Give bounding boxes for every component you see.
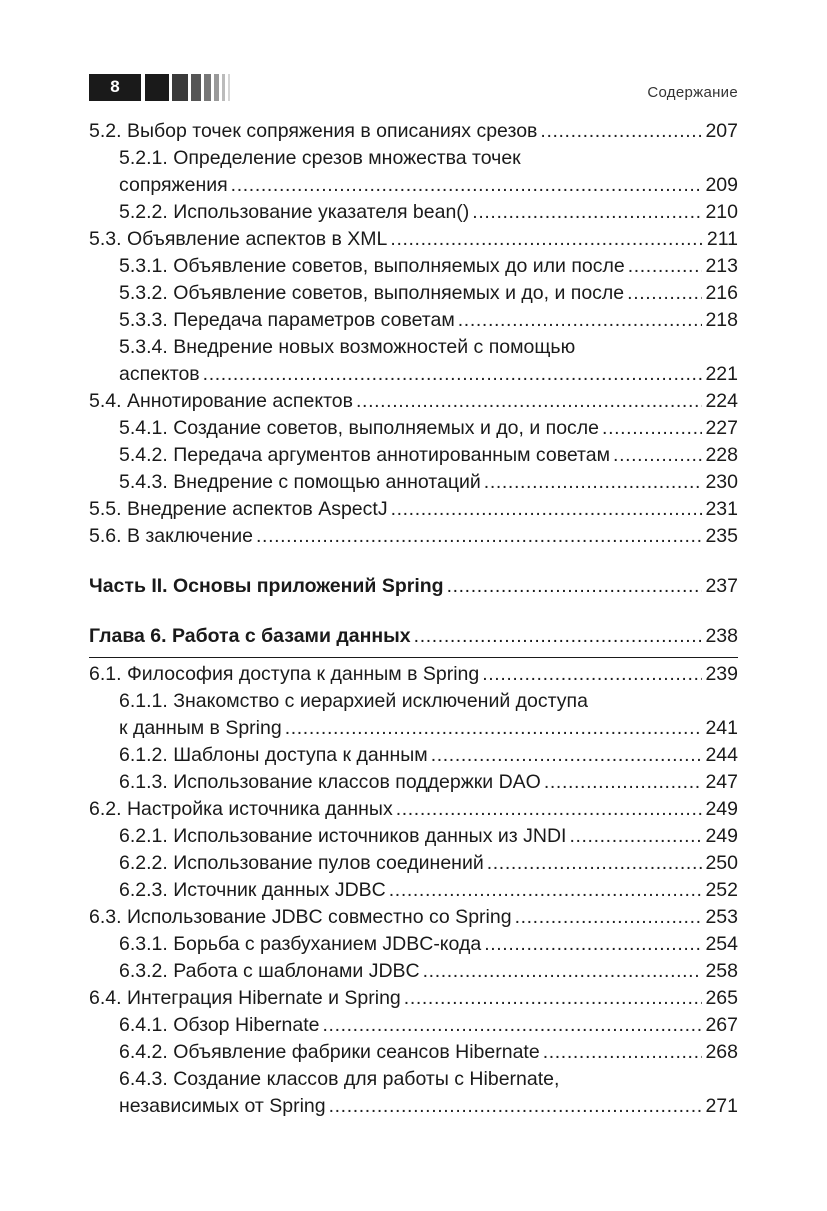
dot-leader [602,415,702,442]
chapter-page: 238 [705,625,738,647]
toc-entry [89,388,738,415]
toc-entry-continuation: к данным в Spring [119,717,282,739]
dot-leader [515,904,703,931]
toc-entry [89,118,738,145]
toc-entry-title: 6.4. Интеграция Hibernate и Spring [89,987,401,1009]
toc-entry-page: 241 [705,717,738,739]
toc-entry [89,523,738,550]
part-page: 237 [705,575,738,597]
table-of-contents [89,118,738,1120]
toc-entry [89,877,738,904]
toc-entry [89,361,738,388]
dot-leader [203,361,703,388]
toc-entry [89,661,738,688]
dot-leader [613,442,702,469]
dot-leader [628,253,703,280]
toc-entry-title: 5.4.3. Внедрение с помощью аннотаций [119,471,481,493]
toc-entry-page: 227 [705,417,738,439]
toc-entry-page: 244 [705,744,738,766]
toc-entry-title: 5.4.1. Создание советов, выполняемых и до, и после [119,417,600,439]
toc-entry-title: 6.4.1. Обзор Hibernate [119,1014,320,1036]
toc-entry [89,442,738,469]
toc-entry-title: 5.2.1. Определение срезов множества точек [119,147,521,169]
toc-entry [89,1039,738,1066]
toc-entry [89,742,738,769]
toc-entry [89,496,738,523]
dot-leader [414,623,703,650]
dot-leader [458,307,703,334]
toc-entry [89,280,738,307]
toc-entry-title: 6.3.1. Борьба с разбуханием JDBC-кода [119,933,482,955]
toc-entry-title: 5.3.1. Объявление советов, выполняемых до или после [119,255,625,277]
toc-entry-page: 211 [706,228,738,250]
dot-leader [484,931,702,958]
page-number: 8 [89,74,141,101]
toc-entry-title: 6.3.2. Работа с шаблонами JDBC [119,960,420,982]
toc-entry-page: 253 [705,906,738,928]
toc-entry [89,253,738,280]
dot-leader [256,523,702,550]
toc-entry [89,823,738,850]
dot-leader [391,496,703,523]
page-header [0,0,827,110]
toc-section-5 [89,118,738,550]
toc-entry-title: 6.4.3. Создание классов для работы с Hibernate, [119,1068,560,1090]
toc-entry-page: 268 [705,1041,738,1063]
toc-entry [89,172,738,199]
toc-entry [89,199,738,226]
toc-entry [89,715,738,742]
dot-leader [447,573,703,600]
toc-entry-page: 230 [705,471,738,493]
toc-entry-page: 267 [705,1014,738,1036]
dot-leader [472,199,702,226]
toc-entry [89,931,738,958]
toc-entry-title: 5.2.2. Использование указателя bean() [119,201,470,223]
toc-entry-title: 5.4.2. Передача аргументов аннотированным советам [119,444,611,466]
toc-entry-title: 6.2.1. Использование источников данных из JNDI [119,825,567,847]
toc-entry-page: 258 [705,960,738,982]
toc-entry-page: 210 [705,201,738,223]
toc-entry-title: 5.5. Внедрение аспектов AspectJ [89,498,388,520]
dot-leader [431,742,703,769]
dot-leader [487,850,703,877]
decor-bar [145,74,169,101]
toc-entry-continuation: независимых от Spring [119,1095,326,1117]
toc-entry [89,415,738,442]
toc-entry-page: 271 [705,1095,738,1117]
dot-leader [390,226,704,253]
decor-bar [214,74,219,101]
decor-bar [204,74,211,101]
toc-entry-page: 228 [705,444,738,466]
toc-entry-page: 250 [705,852,738,874]
toc-entry [89,307,738,334]
dot-leader [540,118,702,145]
part-heading [89,573,738,600]
toc-entry-page: 249 [705,798,738,820]
toc-entry-page: 239 [705,663,738,685]
toc-entry [89,1093,738,1120]
toc-entry [89,904,738,931]
toc-entry-title: 5.3.4. Внедрение новых возможностей с помощью [119,336,576,358]
toc-entry-page: 213 [705,255,738,277]
toc-entry-page: 221 [705,363,738,385]
toc-entry-title: 6.1.1. Знакомство с иерархией исключений доступа [119,690,588,712]
toc-entry-title: 6.2.2. Использование пулов соединений [119,852,484,874]
toc-entry-title: 5.4. Аннотирование аспектов [89,390,353,412]
toc-entry-title: 5.3. Объявление аспектов в XML [89,228,388,250]
dot-leader [329,1093,703,1120]
decor-bar [172,74,188,101]
toc-entry [89,958,738,985]
toc-entry [89,796,738,823]
decor-bar [191,74,201,101]
toc-entry-title: 6.1.3. Использование классов поддержки DAO [119,771,541,793]
dot-leader [396,796,703,823]
dot-leader [569,823,702,850]
toc-entry-title: 5.3.2. Объявление советов, выполняемых и до, и после [119,282,625,304]
toc-entry-continuation: сопряжения [119,174,228,196]
toc-entry-page: 252 [705,879,738,901]
dot-leader [231,172,703,199]
dot-leader [285,715,703,742]
toc-entry-page: 235 [705,525,738,547]
toc-entry-title: 5.2. Выбор точек сопряжения в описаниях срезов [89,120,538,142]
dot-leader [543,1039,703,1066]
toc-entry-continuation: аспектов [119,363,200,385]
dot-leader [323,1012,703,1039]
decor-bar [222,74,225,101]
toc-entry-page: 254 [705,933,738,955]
toc-entry-page: 224 [705,390,738,412]
toc-entry-page: 218 [705,309,738,331]
toc-entry-title: 5.6. В заключение [89,525,253,547]
toc-entry-title: 6.2.3. Источник данных JDBC [119,879,386,901]
toc-section-6 [89,661,738,1120]
toc-entry-page: 216 [705,282,738,304]
toc-entry-title: 6.1. Философия доступа к данным в Spring [89,663,480,685]
toc-entry-page: 247 [705,771,738,793]
dot-leader [356,388,702,415]
toc-entry [89,850,738,877]
running-title: Содержание [647,84,738,101]
dot-leader [482,661,702,688]
toc-entry [89,769,738,796]
toc-entry-title: 6.1.2. Шаблоны доступа к данным [119,744,428,766]
toc-entry-title: 5.3.3. Передача параметров советам [119,309,455,331]
dot-leader [484,469,703,496]
dot-leader [627,280,702,307]
dot-leader [404,985,703,1012]
decor-bar [228,74,230,101]
chapter-heading [89,623,738,650]
toc-entry-title: 6.3. Использование JDBC совместно со Spring [89,906,512,928]
chapter-title: Глава 6. Работа с базами данных [89,625,411,647]
toc-entry-title: 6.2. Настройка источника данных [89,798,393,820]
toc-entry-page: 209 [705,174,738,196]
dot-leader [544,769,703,796]
toc-entry-page: 249 [705,825,738,847]
toc-entry-page: 231 [705,498,738,520]
dot-leader [423,958,703,985]
toc-entry-page: 207 [705,120,738,142]
toc-entry [89,985,738,1012]
toc-entry [89,226,738,253]
chapter-rule [89,657,738,658]
toc-entry [89,469,738,496]
toc-entry-title: 6.4.2. Объявление фабрики сеансов Hibernate [119,1041,540,1063]
toc-entry-page: 265 [705,987,738,1009]
toc-entry [89,1012,738,1039]
part-title: Часть II. Основы приложений Spring [89,575,444,597]
dot-leader [389,877,703,904]
